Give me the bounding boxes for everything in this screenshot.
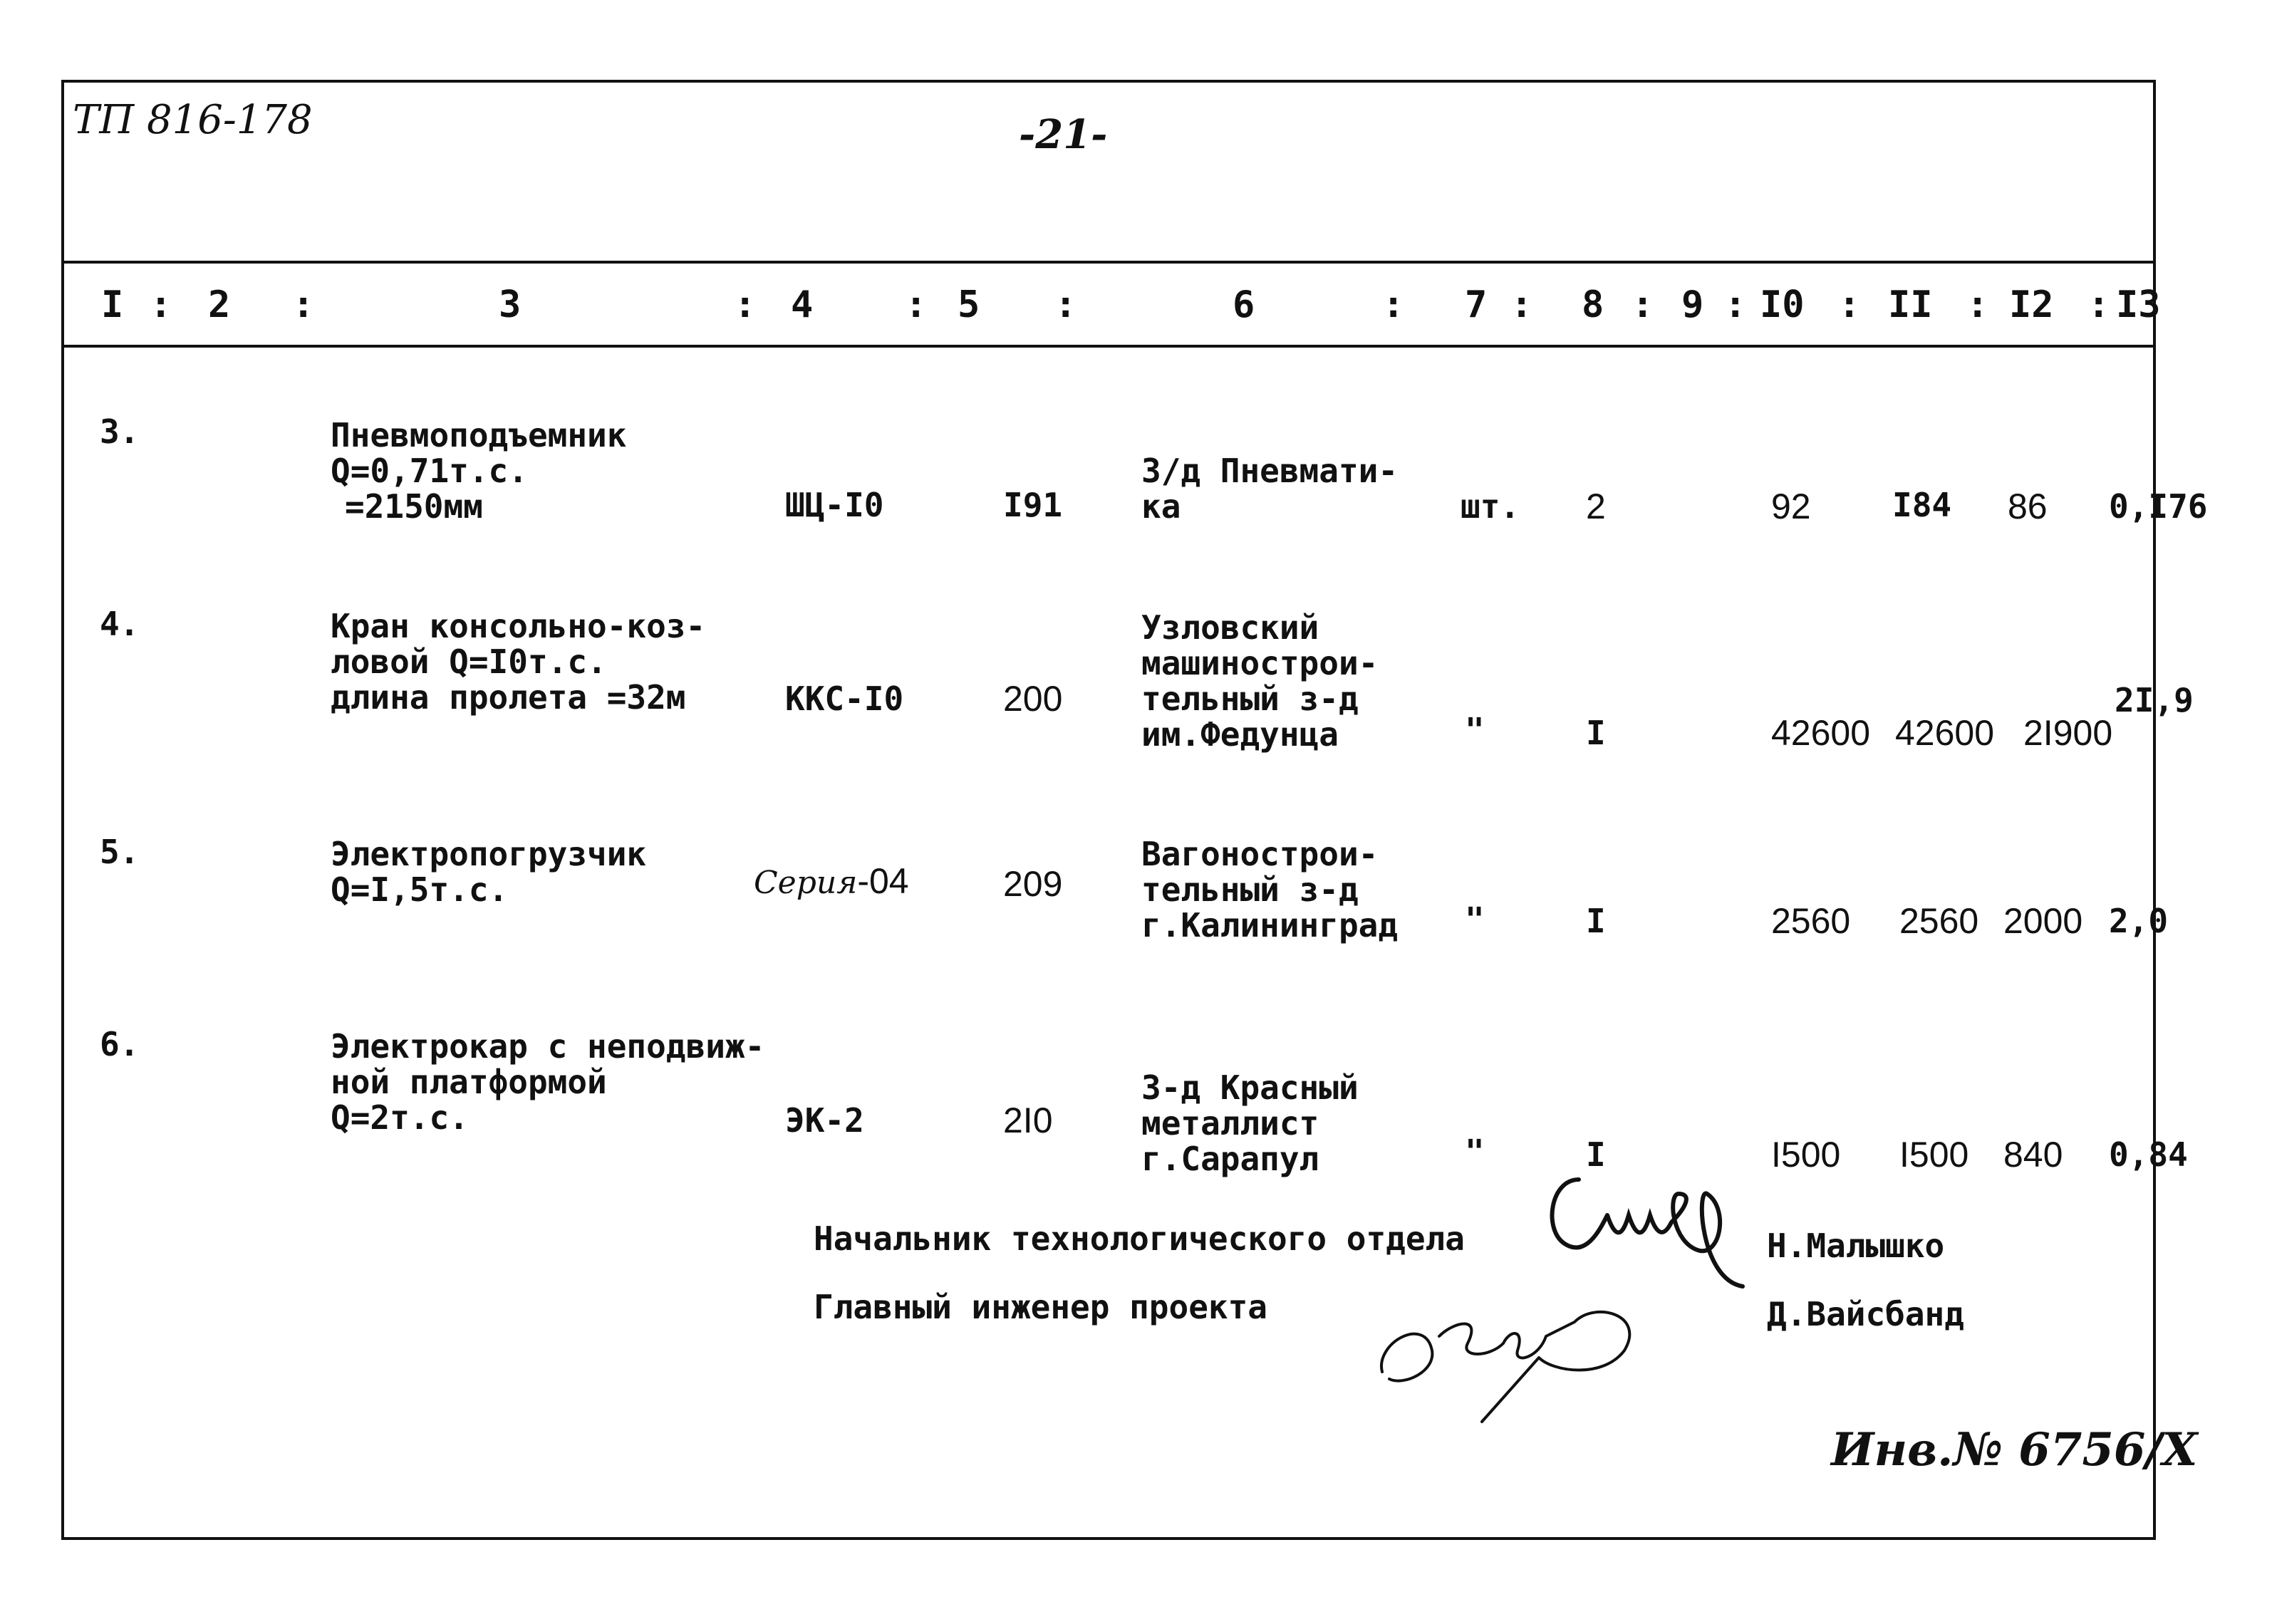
- column-separator: :: [1724, 283, 1747, 326]
- item-name: Электрокар с неподвиж- ной платформой Q=2т.с.: [331, 1027, 765, 1137]
- item-model: ШЦ-I0: [785, 486, 884, 524]
- col13-value: 0,I76: [2109, 487, 2208, 526]
- col12-value: 2I900: [2023, 713, 2113, 753]
- col11-value: I84: [1892, 486, 1952, 524]
- item-unit: ": [1465, 1133, 1485, 1171]
- column-separator: :: [1838, 283, 1861, 326]
- col13-value: 2I,9: [2115, 681, 2194, 719]
- column-header-13: I3: [2116, 283, 2161, 326]
- column-header-6: 6: [1233, 283, 1255, 326]
- col13-value: 0,84: [2109, 1135, 2188, 1174]
- column-separator: :: [905, 283, 928, 326]
- column-separator: :: [1510, 283, 1533, 326]
- col12-value: 2000: [2003, 901, 2083, 941]
- col10-value: 2560: [1771, 901, 1851, 941]
- item-maker: Вагонострои- тельный з-д г.Калининград: [1141, 835, 1399, 944]
- column-separator: :: [734, 283, 757, 326]
- col12-value: 840: [2003, 1135, 2063, 1175]
- signature-title-head-of-department: Начальник технологического отдела: [814, 1219, 1465, 1258]
- column-separator: :: [150, 283, 172, 326]
- item-maker: З-д Красный металлист г.Сарапул: [1141, 1068, 1359, 1178]
- item-quantity: I: [1586, 714, 1606, 752]
- col11-value: I500: [1899, 1135, 1969, 1175]
- signature-name-head-of-department: Н.Малышко: [1767, 1227, 1945, 1265]
- item-code: I91: [1003, 486, 1063, 524]
- document-sheet: [61, 80, 2208, 1540]
- column-separator: :: [1054, 283, 1077, 326]
- signature-name-chief-engineer: Д.Вайсбанд: [1767, 1295, 1964, 1333]
- item-code: 209: [1003, 864, 1063, 904]
- col10-value: 92: [1771, 486, 1811, 526]
- col13-value: 2,0: [2109, 902, 2169, 940]
- inventory-number: Инв.№ 6756/X: [1831, 1423, 2198, 1477]
- col12-value: 86: [2008, 486, 2048, 526]
- item-name: Кран консольно-коз- ловой Q=I0т.с. длина пролета =32м: [331, 607, 706, 717]
- header-rule-top: [64, 261, 2153, 264]
- column-separator: :: [292, 283, 315, 326]
- item-model: ЭК-2: [785, 1101, 864, 1140]
- row-number: 4.: [100, 605, 140, 643]
- item-maker: 3/д Пневмати- ка: [1141, 452, 1399, 526]
- item-name: Пневмоподъемник Q=0,71т.с. =2150мм: [331, 416, 627, 526]
- column-header-7: 7: [1465, 283, 1488, 326]
- column-header-2: 2: [208, 283, 231, 326]
- row-number: 3.: [100, 412, 140, 451]
- handwritten-signature-2: [1361, 1272, 1667, 1429]
- column-separator: :: [2087, 283, 2110, 326]
- column-header-1: I: [101, 283, 124, 326]
- header-rule-bottom: [64, 345, 2153, 348]
- column-header-8: 8: [1582, 283, 1604, 326]
- page-number: -21-: [1019, 111, 1108, 158]
- column-header-5: 5: [958, 283, 980, 326]
- item-maker: Узловский машинострои- тельный з-д им.Федунца: [1141, 608, 1379, 754]
- column-header-4: 4: [791, 283, 814, 326]
- column-header-10: I0: [1760, 283, 1805, 326]
- item-quantity: I: [1586, 902, 1606, 940]
- col10-value: 42600: [1771, 713, 1871, 753]
- item-quantity: I: [1586, 1135, 1606, 1174]
- col11-value: 42600: [1895, 713, 1995, 753]
- column-header-9: 9: [1681, 283, 1704, 326]
- item-unit: ": [1465, 900, 1485, 939]
- item-unit: шт.: [1461, 487, 1520, 526]
- item-quantity: 2: [1586, 486, 1606, 526]
- item-unit: ": [1465, 711, 1485, 749]
- column-separator: :: [1632, 283, 1654, 326]
- col10-value: I500: [1771, 1135, 1841, 1175]
- column-header-12: I2: [2009, 283, 2054, 326]
- column-header-3: 3: [499, 283, 522, 326]
- item-code: 200: [1003, 679, 1063, 719]
- row-number: 5.: [100, 833, 140, 871]
- item-model: ККС-I0: [785, 680, 904, 718]
- row-number: 6.: [100, 1025, 140, 1063]
- column-header-11: II: [1888, 283, 1933, 326]
- signature-title-chief-engineer: Главный инженер проекта: [814, 1288, 1267, 1326]
- item-model: Серия-04: [754, 861, 909, 901]
- item-code: 2I0: [1003, 1100, 1053, 1140]
- column-separator: :: [1966, 283, 1989, 326]
- column-separator: :: [1382, 283, 1405, 326]
- item-name: Электропогрузчик Q=I,5т.с.: [331, 835, 647, 909]
- col11-value: 2560: [1899, 901, 1979, 941]
- document-code: ТП 816-178: [73, 97, 313, 143]
